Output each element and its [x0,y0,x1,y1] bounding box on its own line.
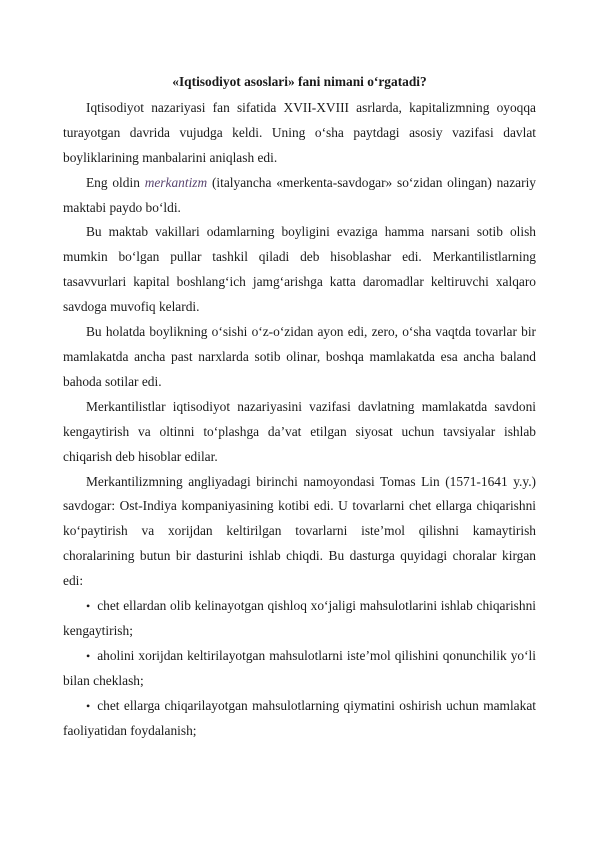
paragraph-2 [63,171,536,221]
paragraph-1: Iqtisodiyot nazariyasi fan sifatida XVII-XVIII asrlarda, kapitalizmning oyoqqa turayotgan davrida vujudga keldi. Uning o‘sha paytdagi asosiy vazifasi davlat boyliklarining manbalarini aniqlash edi. [63,99,536,165]
paragraph-2-rest: (italyancha «merkenta-savdogar» so‘zidan olingan) nazariy maktabi paydo bo‘ldi. [63,174,536,215]
term-merkantizm: merkantizm [144,174,208,190]
paragraph-5: Merkantilistlar iqtisodiyot nazariyasini vazifasi davlatning mamlakatda savdoni kengaytirish va oltinni to‘plashga da’vat etilgan siyosat uchun tavsiyalar ishlab chiqarish deb hisoblar edilar. [63,398,536,464]
document-title: «Iqtisodiyot asoslari» fani nimani o‘rgatadi? [172,74,427,89]
bullet-item-1: • chet ellardan olib kelinayotgan qishloq xo‘jaligi mahsulotlarini ishlab chiqarishni kengaytirish; [63,594,536,644]
bullet-item-2: • aholini xorijdan keltirilayotgan mahsulotlarni iste’mol qilishini qonunchilik yo‘li bilan cheklash; [63,644,536,694]
document-body [63,70,536,743]
bullet-item-3: • chet ellarga chiqarilayotgan mahsulotlarning qiymatini oshirish uchun mamlakat faoliyatidan foydalanish; [63,694,536,744]
paragraph-3: Bu maktab vakillari odamlarning boyligini evaziga hamma narsani sotib olish mumkin bo‘lgan pullar tashkil qiladi deb hisoblashar edi. Merkantilistlarning tasavvurlari kapital boshlang‘ich jamg‘arishga katta daromadlar keltiruvchi xalqaro savdoga muvofiq kelardi. [63,224,536,315]
paragraph-2-lead: Eng oldin [86,174,145,190]
paragraph-4: Bu holatda boylikning o‘sishi o‘z-o‘zidan ayon edi, zero, o‘sha vaqtda tovarlar bir mamlakatda ancha past narxlarda sotib olinar, boshqa mamlakatda esa ancha baland bahoda sotilar edi. [63,324,536,389]
paragraph-6: Merkantilizmning angliyadagi birinchi namoyondasi Tomas Lin (1571-1641 y.y.) savdogar: Ost-Indiya kompaniyasining kotibi edi. U tovarlarni chet ellarga chiqarishni ko‘paytirish va xorijdan keltirilgan tovarlarni iste’mol qilishni kamaytirish choralarining butun bir dasturini ishlab chiqdi. Bu dasturga quyidagi choralar kirgan edi: [63,473,536,589]
